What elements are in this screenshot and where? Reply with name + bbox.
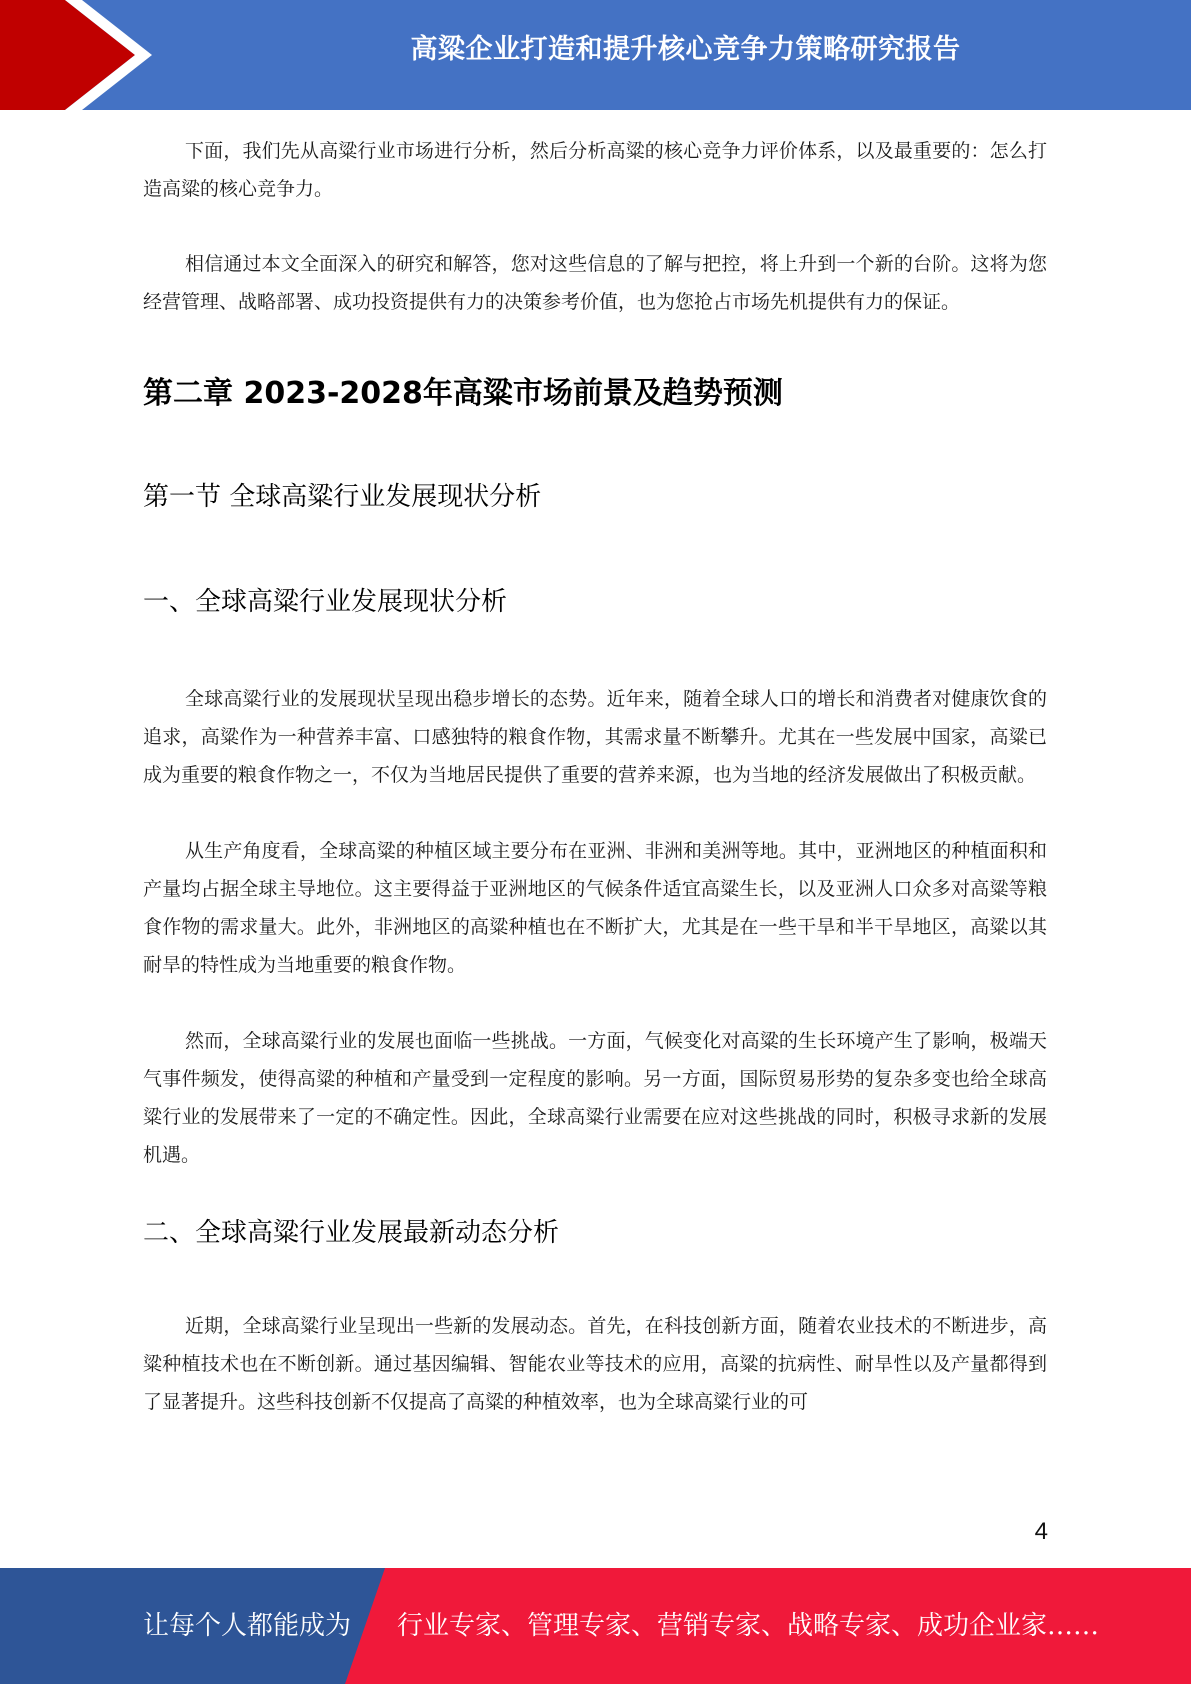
subsection-1-paragraph-1: 全球高粱行业的发展现状呈现出稳步增长的态势。近年来，随着全球人口的增长和消费者对健康饮食的追求，高粱作为一种营养丰富、口感独特的粮食作物，其需求量不断攀升。尤其在一些发展中国家，高粱已成为重要的粮食作物之一，不仅为当地居民提供了重要的营养来源，也为当地的经济发展做出了积极贡献。 (143, 688, 1047, 786)
header-chevron-icon (0, 0, 160, 110)
intro-paragraph-1: 下面，我们先从高粱行业市场进行分析，然后分析高粱的核心竞争力评价体系，以及最重要的：怎么打造高粱的核心竞争力。 (143, 140, 1047, 200)
footer-slogan-left: 让每个人都能成为 (143, 1611, 352, 1641)
page-header (0, 0, 1191, 110)
subsection-1-paragraph-2: 从生产角度看，全球高粱的种植区域主要分布在亚洲、非洲和美洲等地。其中，亚洲地区的种植面积和产量均占据全球主导地位。这主要得益于亚洲地区的气候条件适宜高粱生长，以及亚洲人口众多对高粱等粮食作物的需求量大。此外，非洲地区的高粱种植也在不断扩大，尤其是在一些干旱和半干旱地区，高粱以其耐旱的特性成为当地重要的粮食作物。 (143, 840, 1047, 976)
page-footer (0, 1568, 1191, 1684)
intro-paragraph-2: 相信通过本文全面深入的研究和解答，您对这些信息的了解与把控，将上升到一个新的台阶。这将为您经营管理、战略部署、成功投资提供有力的决策参考价值，也为您抢占市场先机提供有力的保证。 (143, 253, 1047, 313)
subsection-heading-1: 一、全球高粱行业发展现状分析 (143, 587, 508, 617)
chapter-heading: 第二章 2023-2028年高粱市场前景及趋势预测 (143, 376, 783, 411)
page-number: 4 (1034, 1518, 1048, 1545)
footer-slogan-right: 行业专家、管理专家、营销专家、战略专家、成功企业家…… (397, 1611, 1100, 1641)
document-title: 高粱企业打造和提升核心竞争力策略研究报告 (410, 34, 961, 65)
section-heading: 第一节 全球高粱行业发展现状分析 (143, 482, 542, 512)
subsection-heading-2: 二、全球高粱行业发展最新动态分析 (143, 1218, 560, 1248)
page-body (143, 132, 1047, 1421)
subsection-2-paragraph-1: 近期，全球高粱行业呈现出一些新的发展动态。首先，在科技创新方面，随着农业技术的不断进步，高粱种植技术也在不断创新。通过基因编辑、智能农业等技术的应用，高粱的抗病性、耐旱性以及产量都得到了显著提升。这些科技创新不仅提高了高粱的种植效率，也为全球高粱行业的可 (143, 1315, 1047, 1413)
subsection-1-paragraph-3: 然而，全球高粱行业的发展也面临一些挑战。一方面，气候变化对高粱的生长环境产生了影响，极端天气事件频发，使得高粱的种植和产量受到一定程度的影响。另一方面，国际贸易形势的复杂多变也给全球高粱行业的发展带来了一定的不确定性。因此，全球高粱行业需要在应对这些挑战的同时，积极寻求新的发展机遇。 (143, 1030, 1047, 1166)
